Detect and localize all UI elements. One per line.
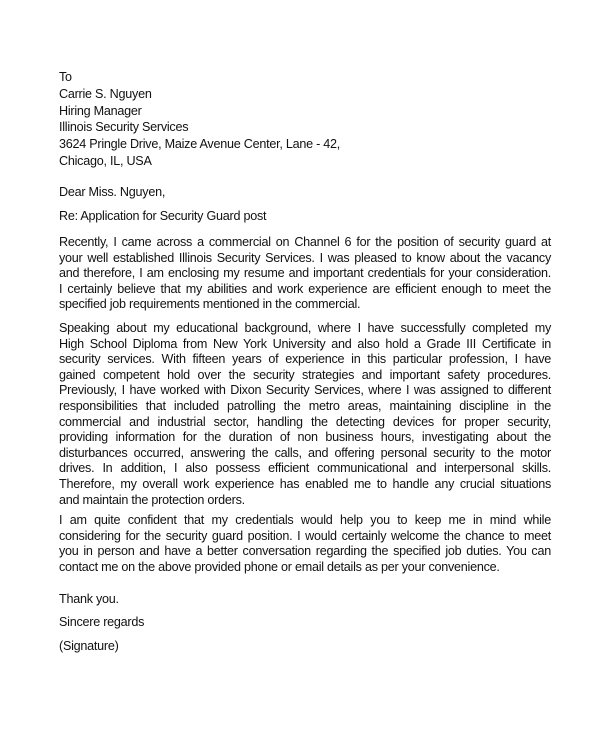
recipient-city: Chicago, IL, USA bbox=[59, 153, 152, 168]
paragraph-line: drives. In addition, I also possess efficient communicational and interpersonal skills. bbox=[59, 461, 551, 476]
paragraph-line: responsibilities that included patrolling the metro areas, maintaining discipline in the bbox=[59, 398, 551, 413]
recipient-street: 3624 Pringle Drive, Maize Avenue Center, Lane - 42, bbox=[59, 137, 341, 152]
paragraph-line: providing information for the duration of non business hours, investigating about the bbox=[59, 430, 551, 445]
paragraph-line: Speaking about my educational background, where I have successfully completed my bbox=[59, 321, 551, 335]
paragraph-line: and therefore, I am enclosing my resume and important credentials for your consideration. bbox=[59, 266, 551, 281]
paragraph-line: contact me on the above provided phone or email details as per your convenience. bbox=[59, 559, 500, 574]
paragraph-1 bbox=[59, 235, 551, 313]
recipient-name: Carrie S. Nguyen bbox=[59, 86, 152, 101]
paragraph-line: specified job requirements mentioned in the commercial. bbox=[59, 297, 361, 312]
recipient-title: Hiring Manager bbox=[59, 103, 142, 118]
recipient-company: Illinois Security Services bbox=[59, 120, 189, 135]
paragraph-3 bbox=[59, 513, 551, 575]
paragraph-2 bbox=[59, 321, 551, 508]
subject-line: Re: Application for Security Guard post bbox=[59, 209, 267, 223]
paragraph-line: gained competent hold over the security strategies and important safety procedures. bbox=[59, 367, 551, 382]
paragraph-line: and maintain the protection orders. bbox=[59, 492, 245, 507]
paragraph-line: you in person and have a better conversation regarding the specified job duties. You can bbox=[59, 544, 551, 559]
paragraph-line: High School Diploma from New York University and also hold a Grade III Certificate in bbox=[59, 336, 551, 351]
thank-you: Thank you. bbox=[59, 592, 119, 606]
signature-placeholder: (Signature) bbox=[59, 639, 119, 653]
paragraph-line: security services. With fifteen years of experience in this particular profession, I have bbox=[59, 352, 551, 367]
salutation: Dear Miss. Nguyen, bbox=[59, 185, 166, 199]
paragraph-line: I certainly believe that my abilities and work experience are efficient enough to meet the bbox=[59, 281, 551, 296]
paragraph-line: Therefore, my overall work experience has enabled me to handle any crucial situations bbox=[59, 476, 551, 491]
paragraph-line: your well established Illinois Security Services. I was pleased to know about the vacancy bbox=[59, 250, 551, 265]
paragraph-line: disturbances occurred, answering the calls, and offering personal security to the motor bbox=[59, 445, 551, 460]
sign-off: Sincere regards bbox=[59, 615, 145, 629]
recipient-address bbox=[59, 69, 551, 170]
paragraph-line: Previously, I have worked with Dixon Security Services, where I was assigned to different bbox=[59, 383, 551, 398]
paragraph-line: Recently, I came across a commercial on Channel 6 for the position of security guard at bbox=[59, 235, 551, 249]
to-label: To bbox=[59, 70, 72, 84]
paragraph-line: considering for the security guard position. I would certainly welcome the chance to meet bbox=[59, 528, 551, 543]
paragraph-line: commercial and industrial sector, handling the detecting devices for proper security, bbox=[59, 414, 551, 429]
paragraph-line: I am quite confident that my credentials would help you to keep me in mind while bbox=[59, 513, 551, 527]
